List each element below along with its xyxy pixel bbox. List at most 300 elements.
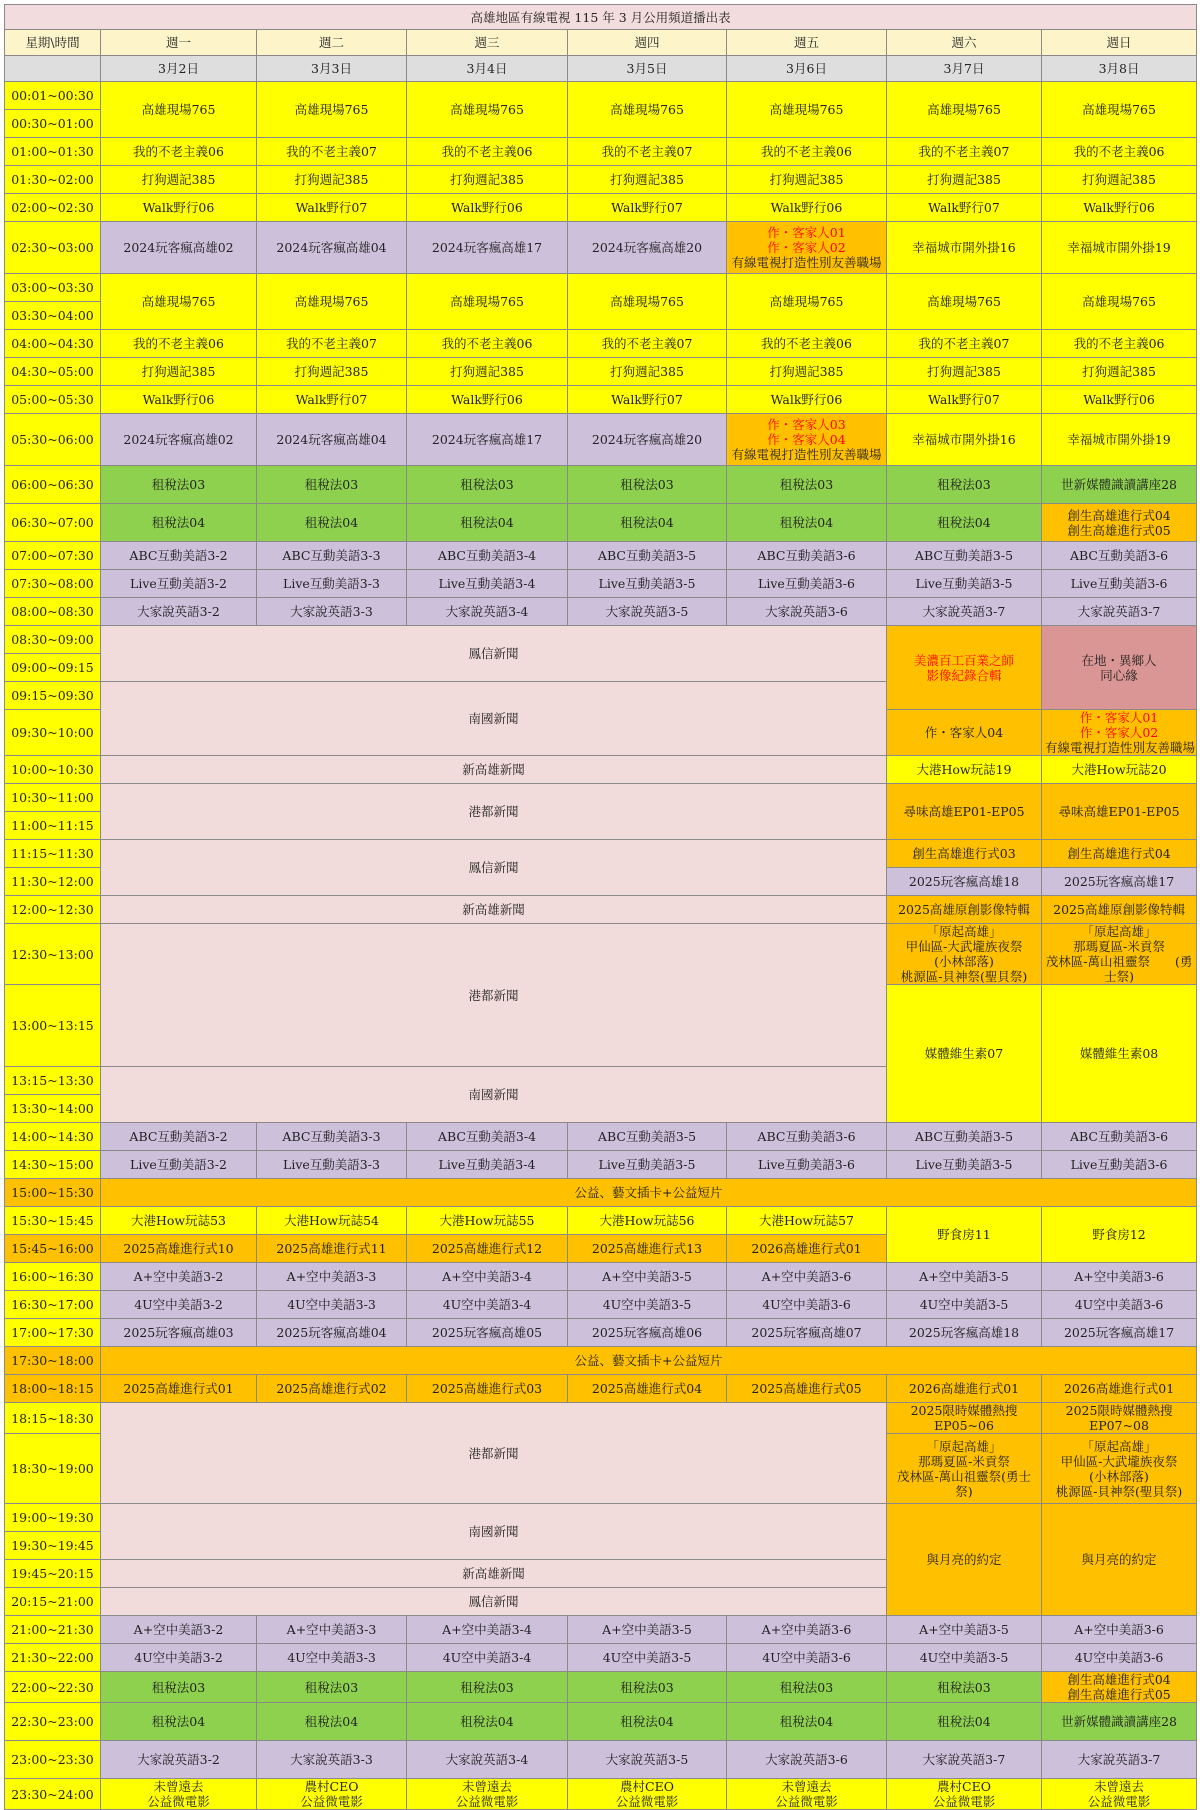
program-title: 2025高雄進行式11	[257, 1235, 407, 1263]
program-title: 大家說英語3-3	[257, 1741, 407, 1779]
program-title-line: 未曾遠去	[1094, 1779, 1145, 1794]
program-title: 2025玩客瘋高雄18	[887, 1319, 1042, 1347]
program-title: ABC互動美語3-4	[407, 542, 568, 570]
program-title-line: (小林部落)	[1089, 1468, 1149, 1484]
program-title: Live互動美語3-5	[887, 1151, 1042, 1179]
program-title: 2025玩客瘋高雄05	[407, 1319, 568, 1347]
program-title: 我的不老主義06	[727, 330, 887, 358]
program-title: 我的不老主義07	[568, 138, 727, 166]
program-title: 大家說英語3-6	[727, 1741, 887, 1779]
program-title: ABC互動美語3-5	[568, 1123, 727, 1151]
time-slot-label: 15:00~15:30	[5, 1179, 101, 1207]
program-title-line: 未曾遠去	[461, 1779, 512, 1794]
program-title: 租稅法04	[407, 504, 568, 542]
program-title: ABC互動美語3-6	[1042, 1123, 1197, 1151]
program-title: 2025玩客瘋高雄07	[727, 1319, 887, 1347]
program-title: Live互動美語3-6	[727, 570, 887, 598]
program-title-line: 創生高雄進行式05	[1067, 1687, 1171, 1702]
program-title: 幸福城市開外掛16	[887, 414, 1042, 466]
program-title: 高雄現場765	[101, 274, 257, 330]
program-cell	[727, 1779, 887, 1810]
program-title-line: 作・客家人02	[1079, 725, 1159, 740]
title-row	[5, 5, 1197, 30]
time-slot-label: 15:30~15:45	[5, 1207, 101, 1235]
date-corner	[5, 56, 101, 82]
program-cell	[257, 1779, 407, 1810]
program-title: 2025高雄原創影像特輯	[887, 896, 1042, 924]
program-title-line: 甲仙區-大武壠族夜祭	[1060, 1453, 1178, 1469]
program-cell	[1042, 1672, 1197, 1703]
time-slot-row	[5, 598, 1197, 626]
program-title: 2026高雄進行式01	[727, 1235, 887, 1263]
program-title-line: 作・客家人01	[767, 225, 846, 240]
program-title: 租稅法04	[887, 504, 1042, 542]
program-title: 野食房11	[887, 1207, 1042, 1263]
program-title: Walk野行06	[1042, 386, 1197, 414]
program-title: 大家說英語3-3	[257, 598, 407, 626]
program-title: Live互動美語3-3	[257, 570, 407, 598]
program-title: 2025高雄進行式10	[101, 1235, 257, 1263]
program-title: 4U空中美語3-6	[1042, 1644, 1197, 1672]
program-title: 4U空中美語3-5	[568, 1644, 727, 1672]
time-slot-label: 08:30~09:00	[5, 626, 101, 654]
time-slot-row	[5, 1179, 1197, 1207]
program-title: 租稅法03	[568, 1672, 727, 1703]
program-title: 2025高雄進行式05	[727, 1375, 887, 1403]
program-title: ABC互動美語3-2	[101, 542, 257, 570]
day-header: 週五	[727, 30, 887, 56]
program-title: 大港How玩誌56	[568, 1207, 727, 1235]
program-title: A+空中美語3-6	[1042, 1263, 1197, 1291]
program-title: 我的不老主義06	[727, 138, 887, 166]
time-slot-label: 06:30~07:00	[5, 504, 101, 542]
program-title: A+空中美語3-3	[257, 1263, 407, 1291]
time-slot-row	[5, 1741, 1197, 1779]
program-title: 租稅法03	[727, 1672, 887, 1703]
program-title: 4U空中美語3-3	[257, 1644, 407, 1672]
program-title: 2026高雄進行式01	[887, 1375, 1042, 1403]
program-title: 鳳信新聞	[101, 840, 887, 896]
program-title: 幸福城市開外掛16	[887, 222, 1042, 274]
time-slot-row	[5, 626, 1197, 654]
time-slot-label: 17:30~18:00	[5, 1347, 101, 1375]
program-title-line: 未曾遠去	[153, 1779, 204, 1794]
program-title: Walk野行06	[101, 194, 257, 222]
program-title: Live互動美語3-5	[887, 570, 1042, 598]
program-title: 租稅法04	[727, 504, 887, 542]
program-title-line: 「原起高雄」	[1081, 1438, 1157, 1454]
program-title: Walk野行07	[257, 386, 407, 414]
program-title: 南國新聞	[101, 682, 887, 756]
program-title: ABC互動美語3-6	[1042, 542, 1197, 570]
program-title: 大家說英語3-4	[407, 1741, 568, 1779]
time-slot-label: 08:00~08:30	[5, 598, 101, 626]
program-title: 2024玩客瘋高雄20	[568, 414, 727, 466]
program-title: Walk野行06	[407, 386, 568, 414]
program-title: 與月亮的約定	[887, 1504, 1042, 1616]
date-header: 3月7日	[887, 56, 1042, 82]
program-title: 野食房12	[1042, 1207, 1197, 1263]
program-title: 高雄現場765	[1042, 274, 1197, 330]
program-title: 4U空中美語3-2	[101, 1644, 257, 1672]
program-title: 我的不老主義06	[407, 138, 568, 166]
program-title: 租稅法03	[257, 466, 407, 504]
program-title: 我的不老主義07	[257, 330, 407, 358]
time-slot-label: 13:00~13:15	[5, 985, 101, 1067]
program-title-line: 「原起高雄」	[926, 924, 1002, 939]
program-title: 租稅法03	[101, 466, 257, 504]
program-title-line: 作・客家人03	[767, 417, 846, 432]
program-title: 鳳信新聞	[101, 626, 887, 682]
program-title: 租稅法03	[407, 1672, 568, 1703]
program-title-line: 公益微電影	[932, 1794, 996, 1809]
program-title: 大家說英語3-5	[568, 598, 727, 626]
date-header: 3月5日	[568, 56, 727, 82]
program-title: 大港How玩誌20	[1042, 756, 1197, 784]
program-title: 高雄現場765	[887, 82, 1042, 138]
time-slot-label: 05:00~05:30	[5, 386, 101, 414]
time-slot-label: 07:30~08:00	[5, 570, 101, 598]
time-slot-label: 13:15~13:30	[5, 1067, 101, 1095]
program-title-line: 公益微電影	[147, 1794, 210, 1809]
day-header: 週二	[257, 30, 407, 56]
program-title-line: (小林部落)	[934, 954, 994, 969]
program-title: 2025玩客瘋高雄06	[568, 1319, 727, 1347]
program-title: 租稅法03	[101, 1672, 257, 1703]
program-title: 打狗週記385	[1042, 358, 1197, 386]
program-title: Live互動美語3-5	[568, 570, 727, 598]
program-cell	[1042, 1434, 1197, 1504]
program-title: Live互動美語3-4	[407, 570, 568, 598]
time-slot-label: 23:30~24:00	[5, 1779, 101, 1810]
date-header: 3月2日	[101, 56, 257, 82]
program-title: 租稅法04	[568, 1703, 727, 1741]
time-slot-label: 10:00~10:30	[5, 756, 101, 784]
time-slot-label: 06:00~06:30	[5, 466, 101, 504]
program-title: 打狗週記385	[407, 166, 568, 194]
program-title: 大家說英語3-7	[887, 598, 1042, 626]
program-title: A+空中美語3-6	[727, 1263, 887, 1291]
schedule-grid-table	[4, 4, 1197, 1810]
program-title: ABC互動美語3-5	[887, 542, 1042, 570]
program-title: Live互動美語3-6	[727, 1151, 887, 1179]
program-cell	[1042, 710, 1197, 756]
program-title-line: 茂林區-萬山祖靈祭(勇士	[896, 1468, 1032, 1484]
program-title: 4U空中美語3-6	[727, 1291, 887, 1319]
time-slot-row	[5, 542, 1197, 570]
program-title: 打狗週記385	[101, 166, 257, 194]
time-slot-label: 21:30~22:00	[5, 1644, 101, 1672]
program-title: 4U空中美語3-2	[101, 1291, 257, 1319]
program-cell	[101, 1779, 257, 1810]
program-title: 大家說英語3-5	[568, 1741, 727, 1779]
time-slot-label: 07:00~07:30	[5, 542, 101, 570]
program-title: 2025高雄進行式13	[568, 1235, 727, 1263]
program-title: Live互動美語3-6	[1042, 1151, 1197, 1179]
time-slot-label: 18:15~18:30	[5, 1403, 101, 1434]
program-title: 大家說英語3-2	[101, 598, 257, 626]
program-title-line: 那瑪夏區-米貢祭	[918, 1453, 1010, 1469]
program-title: 2024玩客瘋高雄02	[101, 222, 257, 274]
date-header: 3月3日	[257, 56, 407, 82]
program-title-line: 那瑪夏區-米貢祭	[1073, 939, 1165, 954]
program-title: 2024玩客瘋高雄17	[407, 414, 568, 466]
program-title: 幸福城市開外掛19	[1042, 222, 1197, 274]
program-cell	[887, 924, 1042, 985]
program-title: 港都新聞	[101, 1403, 887, 1504]
program-title: 我的不老主義07	[568, 330, 727, 358]
program-title: 大家說英語3-7	[1042, 598, 1197, 626]
time-slot-label: 09:15~09:30	[5, 682, 101, 710]
program-title: 2025玩客瘋高雄03	[101, 1319, 257, 1347]
program-title-line: 有線電視打造性別友善職場	[731, 447, 882, 462]
program-title: 4U空中美語3-5	[568, 1291, 727, 1319]
program-title: ABC互動美語3-3	[257, 1123, 407, 1151]
program-title: 4U空中美語3-6	[727, 1644, 887, 1672]
program-title: 我的不老主義06	[101, 330, 257, 358]
day-header: 週四	[568, 30, 727, 56]
program-title: 媒體維生素07	[887, 985, 1042, 1123]
program-title: 大家說英語3-6	[727, 598, 887, 626]
program-title-line: 甲仙區-大武壠族夜祭	[905, 939, 1023, 954]
time-slot-label: 16:00~16:30	[5, 1263, 101, 1291]
program-title: A+空中美語3-2	[101, 1616, 257, 1644]
time-slot-row	[5, 1123, 1197, 1151]
program-title-line: 創生高雄進行式04	[1067, 1672, 1171, 1687]
program-title: Live互動美語3-5	[568, 1151, 727, 1179]
program-title: 打狗週記385	[407, 358, 568, 386]
program-title: 2025玩客瘋高雄04	[257, 1319, 407, 1347]
program-title: 港都新聞	[101, 784, 887, 840]
program-title-line: 創生高雄進行式04	[1067, 507, 1171, 523]
time-slot-row	[5, 1672, 1197, 1703]
program-title: 打狗週記385	[257, 166, 407, 194]
time-slot-row	[5, 1263, 1197, 1291]
program-title: Live互動美語3-4	[407, 1151, 568, 1179]
program-cell	[727, 414, 887, 466]
program-title: 租稅法03	[887, 1672, 1042, 1703]
time-slot-row	[5, 166, 1197, 194]
program-title: 打狗週記385	[568, 358, 727, 386]
program-title: Walk野行06	[407, 194, 568, 222]
time-slot-row	[5, 222, 1197, 274]
day-header: 週一	[101, 30, 257, 56]
program-cell	[1042, 626, 1197, 710]
time-slot-row	[5, 1504, 1197, 1532]
program-title: 新高雄新聞	[101, 1560, 887, 1588]
program-title: 4U空中美語3-6	[1042, 1291, 1197, 1319]
program-title: 2025高雄進行式01	[101, 1375, 257, 1403]
time-slot-label: 00:30~01:00	[5, 110, 101, 138]
program-title-line: 影像紀錄合輯	[926, 667, 1002, 683]
program-title: 大港How玩誌57	[727, 1207, 887, 1235]
time-slot-row	[5, 1703, 1197, 1741]
time-slot-label: 09:30~10:00	[5, 710, 101, 756]
program-title: 大家說英語3-4	[407, 598, 568, 626]
time-slot-label: 03:30~04:00	[5, 302, 101, 330]
time-slot-row	[5, 1375, 1197, 1403]
time-slot-label: 22:30~23:00	[5, 1703, 101, 1741]
time-slot-row	[5, 1403, 1197, 1434]
program-title-line: 創生高雄進行式05	[1067, 522, 1171, 538]
program-title-line: 作・客家人02	[767, 240, 846, 255]
program-title: 2026高雄進行式01	[1042, 1375, 1197, 1403]
program-title-line: 公益微電影	[615, 1794, 679, 1809]
program-title: 鳳信新聞	[101, 1588, 887, 1616]
program-title-line: 祭)	[955, 1483, 973, 1499]
time-slot-row	[5, 82, 1197, 110]
program-title: 2024玩客瘋高雄04	[257, 222, 407, 274]
program-title: 港都新聞	[101, 924, 887, 1067]
time-slot-label: 23:00~23:30	[5, 1741, 101, 1779]
program-title: 打狗週記385	[727, 358, 887, 386]
program-title: ABC互動美語3-5	[568, 542, 727, 570]
program-title-line: 農村CEO	[620, 1779, 674, 1794]
program-title: ABC互動美語3-2	[101, 1123, 257, 1151]
program-title: A+空中美語3-5	[887, 1263, 1042, 1291]
program-cell	[1042, 1779, 1197, 1810]
program-title-line: 士祭)	[1104, 969, 1134, 984]
program-title: 租稅法04	[257, 504, 407, 542]
time-slot-row	[5, 1616, 1197, 1644]
program-title-line: 作・客家人01	[1079, 710, 1159, 725]
day-header: 週日	[1042, 30, 1197, 56]
time-slot-row	[5, 924, 1197, 985]
program-title-line: 「原起高雄」	[1081, 924, 1157, 939]
program-title: 租稅法04	[257, 1703, 407, 1741]
program-title: 2024玩客瘋高雄02	[101, 414, 257, 466]
program-title: 2025高雄原創影像特輯	[1042, 896, 1197, 924]
program-title: 新高雄新聞	[101, 756, 887, 784]
program-title: Walk野行06	[727, 386, 887, 414]
program-title: 2025玩客瘋高雄17	[1042, 868, 1197, 896]
day-header-row	[5, 30, 1197, 56]
program-title: 高雄現場765	[568, 274, 727, 330]
program-title: 南國新聞	[101, 1504, 887, 1560]
time-slot-row	[5, 896, 1197, 924]
program-title: A+空中美語3-5	[568, 1616, 727, 1644]
time-slot-label: 16:30~17:00	[5, 1291, 101, 1319]
program-title: ABC互動美語3-3	[257, 542, 407, 570]
time-slot-label: 11:30~12:00	[5, 868, 101, 896]
time-slot-label: 02:00~02:30	[5, 194, 101, 222]
time-slot-row	[5, 1644, 1197, 1672]
program-title-line: 有線電視打造性別友善職場	[731, 255, 882, 270]
time-slot-row	[5, 466, 1197, 504]
program-title: 4U空中美語3-5	[887, 1644, 1042, 1672]
time-slot-label: 18:30~19:00	[5, 1434, 101, 1504]
time-slot-label: 03:00~03:30	[5, 274, 101, 302]
time-slot-row	[5, 194, 1197, 222]
day-header: 週三	[407, 30, 568, 56]
program-cell	[1042, 924, 1197, 985]
program-title: 打狗週記385	[568, 166, 727, 194]
time-slot-row	[5, 1347, 1197, 1375]
program-title: 2024玩客瘋高雄17	[407, 222, 568, 274]
time-slot-label: 04:30~05:00	[5, 358, 101, 386]
program-title: 大家說英語3-7	[1042, 1741, 1197, 1779]
program-title: Walk野行07	[257, 194, 407, 222]
time-slot-label: 19:45~20:15	[5, 1560, 101, 1588]
program-title: Live互動美語3-6	[1042, 570, 1197, 598]
time-slot-label: 00:01~00:30	[5, 82, 101, 110]
program-title: 我的不老主義06	[1042, 330, 1197, 358]
time-slot-label: 22:00~22:30	[5, 1672, 101, 1703]
schedule-table	[4, 4, 1197, 1810]
program-title: 租稅法04	[727, 1703, 887, 1741]
time-slot-row	[5, 840, 1197, 868]
time-slot-label: 21:00~21:30	[5, 1616, 101, 1644]
time-slot-label: 10:30~11:00	[5, 784, 101, 812]
program-title: 大港How玩誌53	[101, 1207, 257, 1235]
program-title: Walk野行06	[727, 194, 887, 222]
program-title: 2025高雄進行式04	[568, 1375, 727, 1403]
program-cell	[1042, 504, 1197, 542]
program-title: 4U空中美語3-4	[407, 1644, 568, 1672]
program-title: 租稅法04	[568, 504, 727, 542]
program-title: 高雄現場765	[407, 82, 568, 138]
time-slot-label: 05:30~06:00	[5, 414, 101, 466]
program-title-line: 農村CEO	[937, 1779, 991, 1794]
program-title: 2025高雄進行式12	[407, 1235, 568, 1263]
program-cell	[887, 1434, 1042, 1504]
time-slot-label: 14:30~15:00	[5, 1151, 101, 1179]
time-slot-row	[5, 1151, 1197, 1179]
program-title: 大港How玩誌55	[407, 1207, 568, 1235]
program-title: ABC互動美語3-4	[407, 1123, 568, 1151]
program-title: Walk野行07	[887, 386, 1042, 414]
program-title: 高雄現場765	[727, 82, 887, 138]
program-title: ABC互動美語3-6	[727, 1123, 887, 1151]
time-slot-row	[5, 138, 1197, 166]
program-title: A+空中美語3-4	[407, 1616, 568, 1644]
program-title: 打狗週記385	[101, 358, 257, 386]
program-title: A+空中美語3-5	[887, 1616, 1042, 1644]
program-title: 高雄現場765	[727, 274, 887, 330]
program-title-line: 未曾遠去	[781, 1779, 832, 1794]
time-slot-row	[5, 504, 1197, 542]
date-header: 3月4日	[407, 56, 568, 82]
program-title: Live互動美語3-2	[101, 570, 257, 598]
program-title: 高雄現場765	[101, 82, 257, 138]
time-slot-row	[5, 274, 1197, 302]
program-title-line: 同心緣	[1100, 667, 1138, 683]
program-title: Walk野行06	[101, 386, 257, 414]
program-title: 創生高雄進行式04	[1042, 840, 1197, 868]
program-title: A+空中美語3-4	[407, 1263, 568, 1291]
program-title: 高雄現場765	[257, 82, 407, 138]
program-title: Walk野行07	[568, 194, 727, 222]
program-title: 公益、藝文插卡+公益短片	[101, 1179, 1197, 1207]
program-cell	[887, 1779, 1042, 1810]
program-title: 2025限時媒體熱搜EP05~06	[887, 1403, 1042, 1434]
time-slot-label: 09:00~09:15	[5, 654, 101, 682]
program-title: 我的不老主義06	[101, 138, 257, 166]
time-slot-label: 20:15~21:00	[5, 1588, 101, 1616]
program-title-line: 茂林區-萬山祖靈祭 (勇	[1045, 954, 1193, 969]
program-title: 租稅法03	[727, 466, 887, 504]
time-slot-label: 11:00~11:15	[5, 812, 101, 840]
time-slot-label: 15:45~16:00	[5, 1235, 101, 1263]
time-slot-row	[5, 756, 1197, 784]
program-title: Live互動美語3-2	[101, 1151, 257, 1179]
program-title-line: 公益微電影	[300, 1794, 363, 1809]
program-title: A+空中美語3-2	[101, 1263, 257, 1291]
program-title: A+空中美語3-5	[568, 1263, 727, 1291]
program-title: 世新媒體識讀講座28	[1042, 1703, 1197, 1741]
time-slot-label: 11:15~11:30	[5, 840, 101, 868]
time-slot-label: 13:30~14:00	[5, 1095, 101, 1123]
